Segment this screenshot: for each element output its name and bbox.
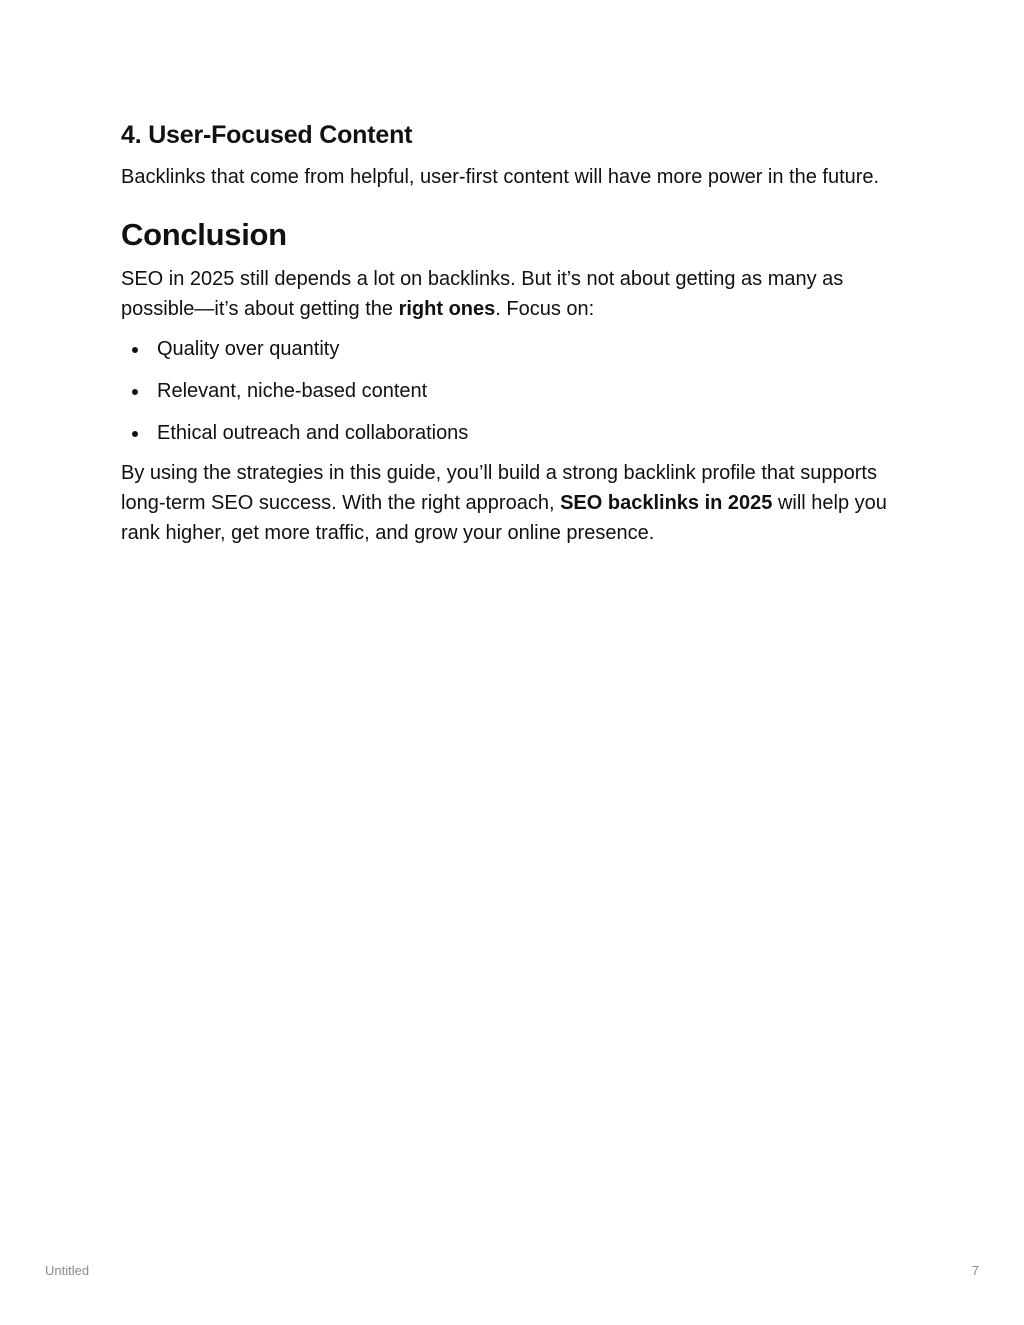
list-item: [121, 376, 911, 406]
footer-document-title: Untitled: [45, 1263, 90, 1278]
list-item-text: Quality over quantity: [157, 338, 340, 360]
list-item: [121, 418, 911, 448]
document-body: [121, 118, 911, 548]
conclusion-closing-paragraph: [121, 458, 911, 548]
closing-text-end: will help you rank higher, get more traffic, and grow your online presence.: [121, 492, 887, 544]
intro-text-end: . Focus on:: [495, 298, 595, 320]
conclusion-heading: Conclusion: [121, 217, 287, 252]
focus-list: [121, 334, 911, 448]
bullet-icon: [132, 431, 138, 437]
intro-bold-text: right ones: [398, 298, 496, 320]
list-item-text: Ethical outreach and collaborations: [157, 422, 469, 444]
section-paragraph: Backlinks that come from helpful, user-first content will have more power in the future.: [121, 166, 880, 188]
section-heading-user-focused-content: 4. User-Focused Content: [121, 121, 413, 149]
conclusion-intro-paragraph: [121, 264, 911, 324]
bullet-icon: [132, 347, 138, 353]
intro-text: SEO in 2025 still depends a lot on backlinks. But it’s not about getting as many as possible—it’s about getting the: [121, 268, 844, 320]
list-item-text: Relevant, niche-based content: [157, 380, 428, 402]
bullet-icon: [132, 389, 138, 395]
closing-text: By using the strategies in this guide, you’ll build a strong backlink profile that supports long-term SEO success. With the right approach,: [121, 462, 877, 514]
closing-bold-text: SEO backlinks in 2025: [560, 492, 773, 514]
list-item: [121, 334, 911, 364]
footer-page-number: 7: [971, 1263, 979, 1278]
